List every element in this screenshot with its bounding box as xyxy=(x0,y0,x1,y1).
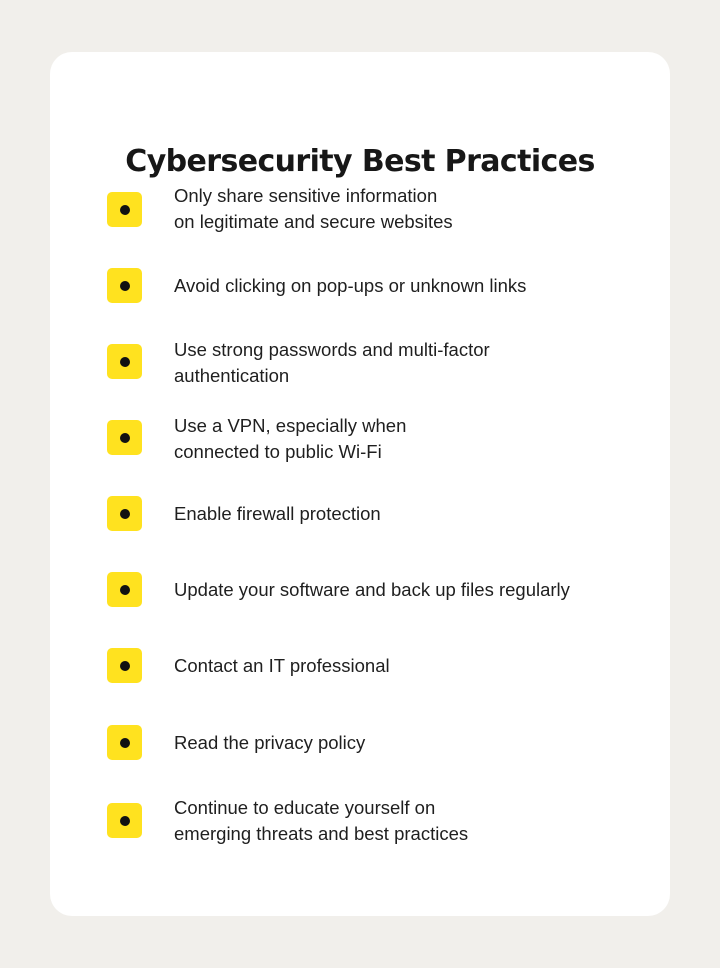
item-line-1: Avoid clicking on pop-ups or unknown links xyxy=(174,275,527,296)
item-line-1: Use a VPN, especially when xyxy=(174,415,407,436)
item-line-1: Read the privacy policy xyxy=(174,732,366,753)
item-text xyxy=(174,501,644,527)
item-text xyxy=(174,577,644,603)
item-text xyxy=(174,795,644,847)
list-item xyxy=(50,490,670,550)
list-item xyxy=(50,334,670,394)
item-text xyxy=(174,183,644,235)
bullet-dot-icon xyxy=(107,496,142,531)
bullet-dot-icon xyxy=(107,725,142,760)
list-item xyxy=(50,410,670,470)
item-line-1: Enable firewall protection xyxy=(174,503,381,524)
item-text xyxy=(174,337,644,389)
item-line-1: Only share sensitive information xyxy=(174,185,438,206)
item-line-1: Continue to educate yourself on xyxy=(174,797,436,818)
list-item xyxy=(50,718,670,778)
item-line-2: on legitimate and secure websites xyxy=(174,211,453,232)
bullet-dot-icon xyxy=(107,344,142,379)
practices-card xyxy=(50,52,670,916)
item-line-2: connected to public Wi-Fi xyxy=(174,441,382,462)
bullet-dot-icon xyxy=(107,268,142,303)
bullet-dot-icon xyxy=(107,420,142,455)
item-line-2: authentication xyxy=(174,365,290,386)
item-line-1: Contact an IT professional xyxy=(174,655,390,676)
list-item xyxy=(50,566,670,626)
item-text xyxy=(174,730,644,756)
item-line-1: Update your software and back up files regularly xyxy=(174,579,570,600)
item-line-1: Use strong passwords and multi-factor xyxy=(174,339,490,360)
bullet-dot-icon xyxy=(107,572,142,607)
bullet-dot-icon xyxy=(107,803,142,838)
item-text xyxy=(174,273,644,299)
page-title: Cybersecurity Best Practices xyxy=(125,144,595,179)
item-line-2: emerging threats and best practices xyxy=(174,823,469,844)
list-item xyxy=(50,794,670,854)
list-item xyxy=(50,180,670,240)
item-text xyxy=(174,413,644,465)
list-item xyxy=(50,260,670,320)
bullet-dot-icon xyxy=(107,192,142,227)
bullet-dot-icon xyxy=(107,648,142,683)
list-item xyxy=(50,642,670,702)
practices-list xyxy=(50,52,670,916)
item-text xyxy=(174,653,644,679)
